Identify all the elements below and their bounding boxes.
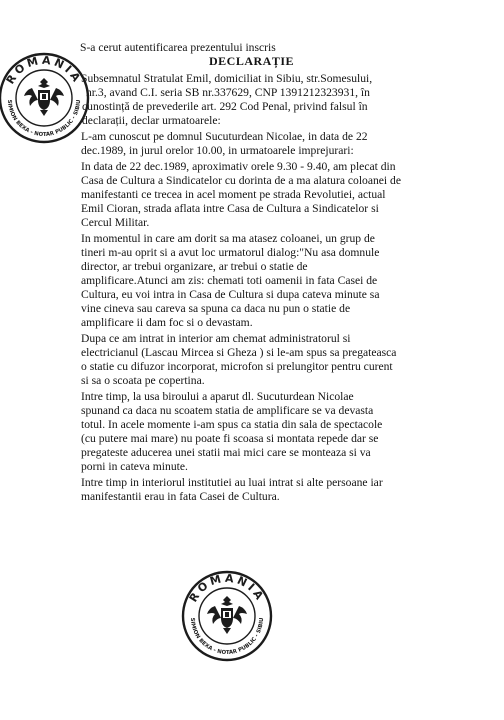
declaration-line: si sa o scoata pe copertina.	[81, 374, 205, 387]
declaration-line: nr.3, avand C.I. seria SB nr.337629, CNP 1391212323931, în	[86, 86, 370, 99]
declaration-line: totul. In acele momente i-am spus ca statia din sala de spectacole	[81, 418, 383, 431]
svg-text:SIMION BEXA - NOTAR PUBLIC - S: SIMION BEXA - NOTAR PUBLIC - SIBIU	[188, 617, 266, 657]
declaration-line: Cultura, eu voi intra in Casa de Cultura si dupa cateva minute sa	[81, 288, 380, 301]
svg-text:SIMION BEXA - NOTAR PUBLIC - S: SIMION BEXA - NOTAR PUBLIC - SIBIU	[5, 99, 83, 139]
declaration-line: pregateste aducerea unei statii mai mici care se monteaza si va	[81, 446, 371, 459]
declaration-line: porni in cateva minute.	[81, 460, 188, 473]
notary-seal-icon	[0, 50, 92, 146]
declaration-line: L-am cunoscut pe domnul Sucuturdean Nicolae, in data de 22	[81, 130, 368, 143]
declaration-line: Subsemnatul Stratulat Emil, domiciliat in Sibiu, str.Somesului,	[81, 72, 373, 85]
declaration-line: manifestantii erau in fata Casei de Cultura.	[81, 490, 280, 503]
declaration-line: Intre timp in interiorul institutiei au luai intrat si alte persoane iar	[81, 476, 383, 489]
declaration-line: amplificare ii dam foc si o devastam.	[81, 316, 253, 329]
declaration-line: o statie cu difuzor incorporat, microfon si prelungitor pentru curent	[81, 360, 393, 373]
svg-text:ROMANIA: ROMANIA	[186, 571, 268, 605]
declaration-line: Emil Cioran, strada aflata intre Casa de Cultura a Sindicatelor si	[81, 202, 379, 215]
declaration-line: Dupa ce am intrat in interior am chemat administratorul si	[81, 332, 351, 345]
declaration-line: director, ar trebui organizare, ar trebui o statie de	[81, 260, 308, 273]
declaration-line: tineri m-au oprit si a avut loc urmatorul dialog:"Nu asa domnule	[81, 246, 380, 259]
declaration-line: cunostință de prevederile art. 292 Cod Penal, privind falsul în	[82, 100, 368, 113]
declaration-line: In data de 22 dec.1989, aproximativ orele 9.30 - 9.40, am plecat din	[81, 160, 396, 173]
declaration-line: spunand ca daca nu scoatem statia de amplificare se va devasta	[81, 404, 374, 417]
declaration-line: Cercul Militar.	[81, 216, 150, 229]
declaration-line: electricianul (Lascau Mircea si Gheza ) si le-am spus sa pregateasca	[81, 346, 397, 359]
svg-text:ROMANIA: ROMANIA	[3, 53, 85, 87]
notary-stamp-bottom	[179, 568, 275, 664]
declaration-line: Intre timp, la usa biroului a aparut dl. Sucuturdean Nicolae	[81, 390, 354, 403]
authentication-note: S-a cerut autentificarea prezentului inscris	[80, 41, 276, 54]
notary-stamp-top	[0, 50, 92, 146]
declaration-line: dec.1989, in jurul orelor 10.00, in urmatoarele imprejurari:	[81, 144, 354, 157]
document-title: DECLARAȚIE	[209, 54, 295, 68]
declaration-line: amplificare.Atunci am zis: chemati toti oamenii in fata Casei de	[81, 274, 378, 287]
declaration-line: In momentul in care am dorit sa ma atasez coloanei, un grup de	[81, 232, 375, 245]
declaration-line: manifestanti ce trecea in acel moment pe strada Revolutiei, actual	[81, 188, 386, 201]
declaration-line: Casa de Cultura a Sindicatelor cu dorinta de a ma alatura coloanei de	[81, 174, 401, 187]
declaration-line: vine cineva sau careva sa spuna ca daca nu pun o statie de	[81, 302, 351, 315]
notary-seal-icon	[179, 568, 275, 664]
declaration-line: declarații, declar urmatoarele:	[82, 114, 221, 127]
declaration-line: (cu putere mai mare) nu poate fi scoasa si montata repede dar se	[81, 432, 379, 445]
